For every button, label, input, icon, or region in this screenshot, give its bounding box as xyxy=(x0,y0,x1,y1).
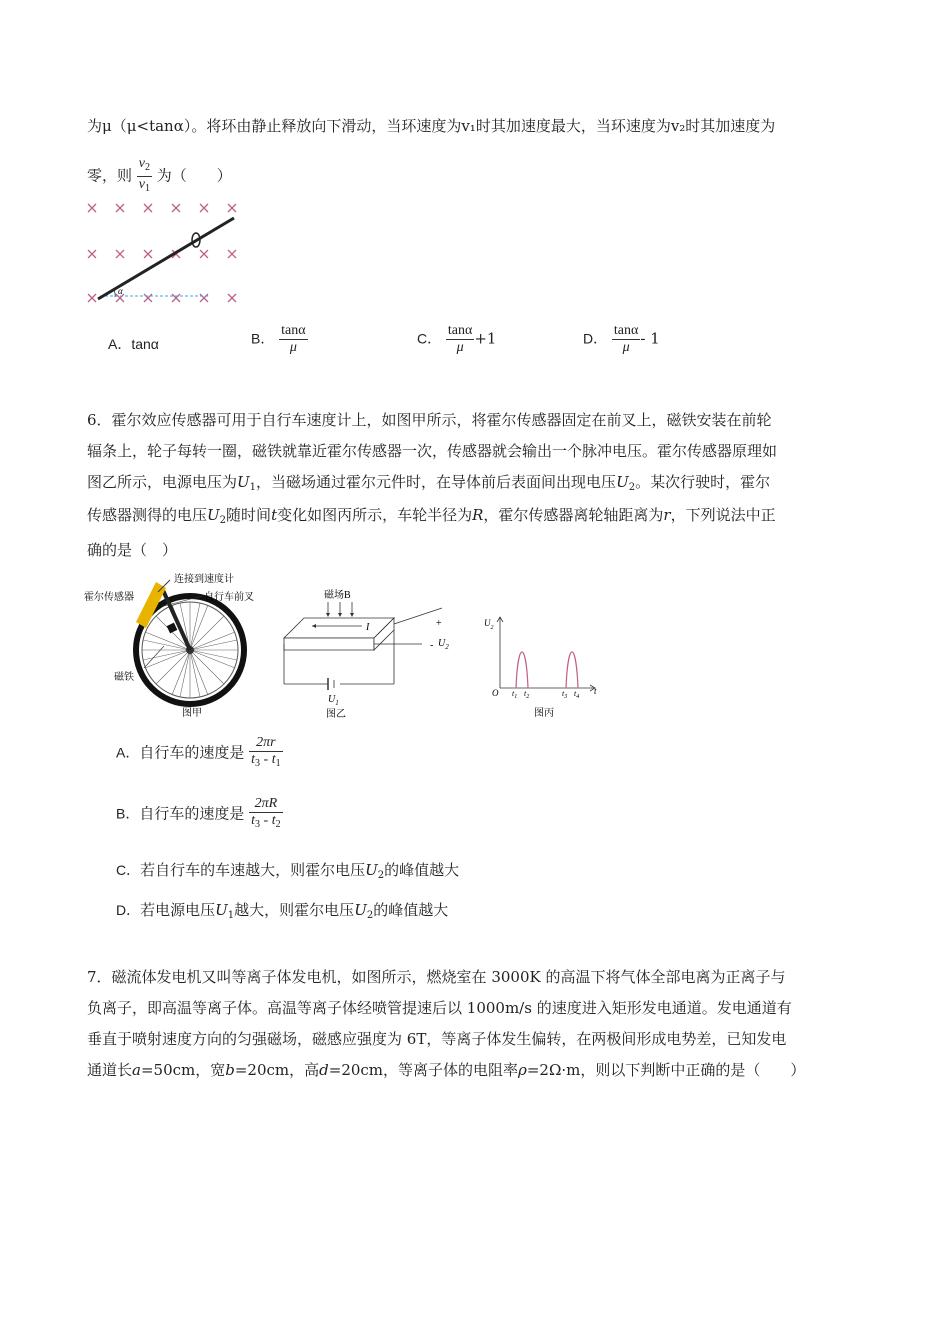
q5-option-a[interactable] xyxy=(108,333,159,355)
figure-b-caption: 图乙 xyxy=(326,709,346,720)
u2-symbol: U xyxy=(365,861,378,879)
option-c-numerator: tanα xyxy=(447,323,473,338)
q6-option-a[interactable] xyxy=(116,735,283,772)
u2-sub: 2 xyxy=(366,910,374,921)
option-a-fraction: $\frac{2\pi r}{t_3 - t_1}$ xyxy=(251,735,281,769)
front-fork-label: 自行车前叉 xyxy=(204,592,254,603)
R-symbol: R xyxy=(472,506,484,524)
q6-line-4-e: ，下列说法中正 xyxy=(670,506,776,524)
q6-line-4-c: 变化如图丙所示，车轮半径为 xyxy=(277,506,473,524)
q5-fraction-v2-v1 xyxy=(137,156,152,197)
q5-option-b[interactable] xyxy=(251,323,308,356)
option-d-text: 若电源电压 xyxy=(140,901,216,919)
u2-symbol: U xyxy=(354,901,367,919)
u2-sub: 2 xyxy=(219,515,227,526)
option-b-label: B． xyxy=(251,330,275,347)
var-d: d xyxy=(319,1061,329,1079)
q5-option-d[interactable] xyxy=(583,323,660,356)
figure-a-caption: 图甲 xyxy=(182,708,202,719)
q6-line-1: 6．霍尔效应传感器可用于自行车速度计上，如图甲所示，将霍尔传感器固定在前叉上，磁铁安装在前轮 xyxy=(87,411,772,429)
q5-line-2-pre: 零，则 xyxy=(87,166,133,185)
option-c-text: 若自行车的车速越大，则霍尔电压 xyxy=(140,861,366,879)
q5-line-2 xyxy=(87,156,232,197)
option-b-denominator: μ xyxy=(289,340,297,355)
q6-line-4-a: 传感器测得的电压 xyxy=(87,506,208,524)
connect-speedometer-label: 连接到速度计 xyxy=(174,574,234,585)
t1-label: $t_1$ xyxy=(512,689,518,700)
t3-label: $t_3$ xyxy=(562,689,568,700)
q5-incline-figure xyxy=(84,198,244,310)
option-d-denominator: μ xyxy=(622,340,630,355)
figure-c-caption: 图丙 xyxy=(534,708,554,719)
u2-sub: 2 xyxy=(377,870,385,881)
option-d-mid: 越大，则霍尔电压 xyxy=(234,901,355,919)
u2-label: $U_2$ xyxy=(438,638,449,651)
q6-option-b[interactable] xyxy=(116,796,283,833)
option-a-numerator: 2πr xyxy=(249,735,282,752)
plus-label: + xyxy=(436,618,442,629)
q5-option-c[interactable] xyxy=(417,323,496,356)
hall-sensor-label: 霍尔传感器 xyxy=(84,592,134,603)
option-a-text: tanα xyxy=(131,336,159,352)
option-c-denominator: μ xyxy=(456,340,464,355)
q6-figure-a-bicycle xyxy=(84,570,280,720)
q7-line-4-a: 通道长 xyxy=(87,1061,133,1079)
u1-sub: 1 xyxy=(249,482,257,493)
option-d-tail: 的峰值越大 xyxy=(373,901,449,919)
u1-sub: 1 xyxy=(227,910,235,921)
option-d-label: D． xyxy=(583,330,608,347)
minus-label: - xyxy=(430,640,434,651)
q7-line-4-b: =50cm，宽 xyxy=(140,1061,226,1079)
option-b-numerator: tanα xyxy=(281,323,306,338)
q6-option-d[interactable] xyxy=(116,899,448,927)
option-d-label: D． xyxy=(116,902,141,918)
t2-label: $t_2$ xyxy=(524,689,530,700)
q7-line-4-d: =20cm，等离子体的电阻率 xyxy=(328,1061,519,1079)
t4-label: $t_4$ xyxy=(574,689,580,700)
option-a-label: A． xyxy=(108,336,132,352)
r-symbol: r xyxy=(663,506,671,524)
option-a-text: 自行车的速度是 xyxy=(139,743,245,762)
t-symbol: t xyxy=(271,506,278,524)
option-b-text: 自行车的速度是 xyxy=(139,804,245,823)
u1-label: $U_1$ xyxy=(328,694,339,707)
q7-line-1: 7．磁流体发电机又叫等离子体发电机，如图所示，燃烧室在 3000K 的高温下将气体全部电离为正离子与 xyxy=(87,968,786,986)
q5-line-2-post: 为（ ） xyxy=(156,166,232,185)
angle-arc xyxy=(114,290,115,297)
q6-line-2: 辐条上，轮子每转一圈，磁铁就靠近霍尔传感器一次，传感器就会输出一个脉冲电压。霍尔传感器原理如 xyxy=(87,442,778,460)
var-rho: ρ xyxy=(518,1061,527,1079)
option-b-numerator: 2πR xyxy=(249,796,282,813)
u2-sub: 2 xyxy=(628,482,636,493)
var-b: b xyxy=(225,1061,235,1079)
q7-line-4-c: =20cm，高 xyxy=(234,1061,320,1079)
x-axis-label: t xyxy=(594,686,597,696)
current-i-label: I xyxy=(366,622,370,633)
option-b-label: B． xyxy=(116,805,140,822)
magnetic-field-crosses xyxy=(88,204,236,302)
angle-alpha-label: α xyxy=(118,286,123,296)
u1-symbol: U xyxy=(215,901,228,919)
option-d-suffix: - 1 xyxy=(640,329,660,348)
v2-symbol: v xyxy=(138,156,146,171)
option-d-numerator: tanα xyxy=(613,323,639,338)
y-axis-label: $U_2$ xyxy=(484,618,494,631)
q6-line-3-c: 。某次行驶时，霍尔 xyxy=(635,473,771,491)
u1-symbol: U xyxy=(237,473,250,491)
option-a-label: A． xyxy=(116,744,140,761)
option-c-label: C． xyxy=(417,330,442,347)
q6-figure-b-hall-element xyxy=(282,586,462,720)
q6-line-3-b: ，当磁场通过霍尔元件时，在导体前后表面间出现电压 xyxy=(256,473,617,491)
origin-label: O xyxy=(492,688,499,698)
q7-line-2: 负离子，即高温等离子体。高温等离子体经喷管提速后以 1000m/s 的速度进入矩形发电通道。发电通道有 xyxy=(87,999,792,1017)
q6-line-4 xyxy=(87,504,776,532)
magnet-label: 磁铁 xyxy=(114,672,134,683)
q7-line-3: 垂直于喷射速度方向的匀强磁场，磁感应强度为 6T，等离子体发生偏转，在两极间形成电势差，已知发电 xyxy=(87,1030,787,1048)
option-c-label: C． xyxy=(116,862,141,878)
q7-line-4 xyxy=(87,1059,805,1081)
q6-line-3 xyxy=(87,471,770,499)
q6-line-4-d: ，霍尔传感器离轮轴距离为 xyxy=(483,506,664,524)
option-c-tail: 的峰值越大 xyxy=(384,861,460,879)
pulse-2 xyxy=(566,652,578,688)
q6-figure-c-pulse-graph xyxy=(482,610,606,720)
pulse-1 xyxy=(516,652,528,688)
magnet-shape xyxy=(167,623,178,634)
v1-symbol: v xyxy=(138,177,146,192)
u2-symbol: U xyxy=(616,473,629,491)
var-a: a xyxy=(132,1061,141,1079)
u2-symbol: U xyxy=(207,506,220,524)
q7-line-4-e: =2Ω·m，则以下判断中正确的是（ ） xyxy=(526,1061,806,1079)
field-b-label: 磁场B xyxy=(324,590,351,601)
q5-line-1: 为μ（μ<tanα）。将环由静止释放向下滑动，当环速度为v₁时其加速度最大，当环速度为v₂时其加速度为 xyxy=(87,117,776,135)
v1-sub: 1 xyxy=(145,183,151,194)
q6-line-4-b: 随时间 xyxy=(226,506,272,524)
q6-option-c[interactable] xyxy=(116,859,459,887)
q6-line-3-a: 图乙所示，电源电压为 xyxy=(87,473,238,491)
v2-sub: 2 xyxy=(145,162,151,173)
option-c-suffix: +1 xyxy=(474,329,497,348)
q6-line-5: 确的是（ ） xyxy=(87,541,178,559)
option-b-fraction: $\frac{2\pi R}{t_3 - t_2}$ xyxy=(251,796,281,830)
